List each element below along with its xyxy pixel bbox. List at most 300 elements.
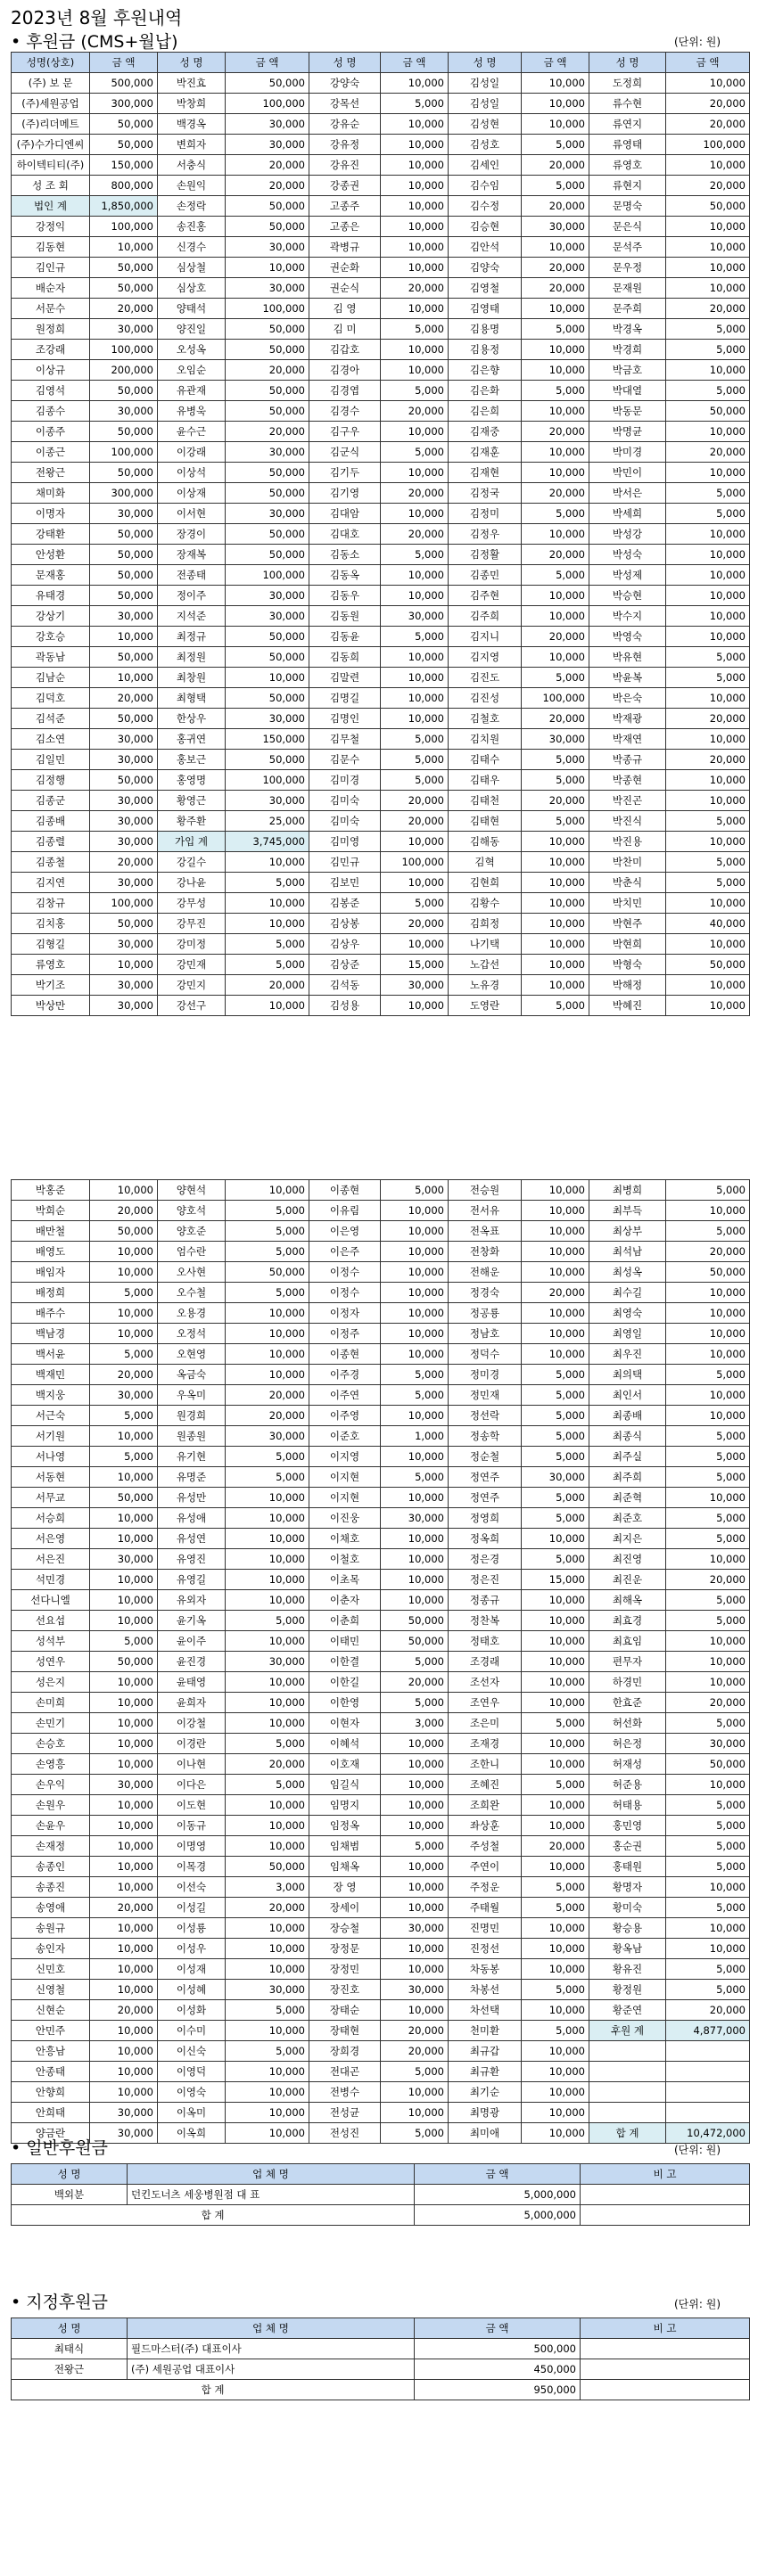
- amount: 20,000: [666, 1693, 750, 1713]
- donor-name: 김미숙: [309, 811, 381, 832]
- donor-name: 김치홍: [12, 914, 90, 934]
- amount: 10,000: [226, 1365, 309, 1385]
- amount: 10,000: [522, 94, 589, 114]
- donor-name: 김주현: [449, 586, 522, 606]
- donor-name: 서충식: [158, 155, 226, 176]
- amount: 100,000: [90, 340, 158, 360]
- donor-name: 김정활: [449, 545, 522, 565]
- donor-name: 석민경: [12, 1570, 90, 1590]
- donor-name: 이신숙: [158, 2041, 226, 2062]
- amount: 30,000: [90, 934, 158, 955]
- donor-name: 김인규: [12, 258, 90, 278]
- donor-name: 서기원: [12, 1426, 90, 1447]
- donor-name: 백남경: [12, 1324, 90, 1344]
- amount: 20,000: [666, 94, 750, 114]
- donor-name: 이호재: [309, 1754, 381, 1775]
- amount: 30,000: [90, 832, 158, 852]
- amount: 10,000: [90, 1713, 158, 1734]
- donor-name: 박해정: [589, 975, 666, 996]
- amount: 10,000: [666, 975, 750, 996]
- donor-name: 조재경: [449, 1734, 522, 1754]
- donor-name: 박현주: [589, 914, 666, 934]
- amount: 10,000: [522, 299, 589, 319]
- table-row: [12, 1918, 750, 1939]
- donor-name: 강유진: [309, 155, 381, 176]
- amount: 20,000: [381, 401, 449, 422]
- donor-name: 최태식: [12, 2339, 128, 2359]
- amount: 5,000: [666, 852, 750, 873]
- amount: 5,000: [90, 1406, 158, 1426]
- donor-name: 장태현: [309, 2021, 381, 2041]
- amount: 10,000: [90, 1734, 158, 1754]
- donor-name: 윤태영: [158, 1672, 226, 1693]
- donor-name: 손원우: [12, 1795, 90, 1816]
- amount: 30,000: [90, 996, 158, 1016]
- donor-name: 박성숙: [589, 545, 666, 565]
- donation-table-header: [12, 53, 750, 73]
- donor-name: 변희자: [158, 135, 226, 155]
- amount: 5,000: [226, 1283, 309, 1303]
- table-row: [12, 729, 750, 750]
- amount: 3,000: [226, 1877, 309, 1898]
- donor-name: 유관재: [158, 381, 226, 401]
- amount: 10,000: [666, 1201, 750, 1221]
- table-row: [12, 2359, 750, 2380]
- amount: 10,000: [381, 873, 449, 893]
- donor-name: 오정석: [158, 1324, 226, 1344]
- amount: 5,000: [522, 811, 589, 832]
- amount: 10,000: [381, 1262, 449, 1283]
- donor-name: 전성균: [309, 2103, 381, 2123]
- amount: 10,000: [522, 852, 589, 873]
- donor-name: 김해동: [449, 832, 522, 852]
- amount: 5,000: [381, 2123, 449, 2144]
- donor-name: 장희경: [309, 2041, 381, 2062]
- amount: 10,000: [381, 1857, 449, 1877]
- amount: 10,000: [226, 258, 309, 278]
- amount: 20,000: [522, 196, 589, 217]
- donor-name: 서무교: [12, 1488, 90, 1508]
- amount: 10,000: [522, 73, 589, 94]
- amount: 5,000: [381, 94, 449, 114]
- amount: 20,000: [381, 791, 449, 811]
- donor-name: 김문수: [309, 750, 381, 770]
- donor-name: 정선락: [449, 1406, 522, 1426]
- donor-name: 안흥남: [12, 2041, 90, 2062]
- amount: 50,000: [226, 463, 309, 483]
- amount: 30,000: [522, 729, 589, 750]
- donor-name: 홍순권: [589, 1836, 666, 1857]
- table-row: [12, 1652, 750, 1672]
- amount: 10,000: [226, 1918, 309, 1939]
- donor-name: 장세이: [309, 1898, 381, 1918]
- amount: 50,000: [226, 340, 309, 360]
- amount: 30,000: [381, 975, 449, 996]
- donor-name: 오현영: [158, 1344, 226, 1365]
- donor-name: 홍태원: [589, 1857, 666, 1877]
- donor-name: 박상만: [12, 996, 90, 1016]
- donor-name: 송인자: [12, 1939, 90, 1959]
- donor-name: (주)리더메트: [12, 114, 90, 135]
- company-name: 던킨도너츠 세웅병원점 대 표: [128, 2185, 415, 2205]
- header-cell: 금 액: [415, 2318, 581, 2339]
- amount: 10,000: [381, 1447, 449, 1467]
- amount: 10,000: [381, 586, 449, 606]
- amount: 10,000: [666, 1775, 750, 1795]
- table-row: [12, 1488, 750, 1508]
- amount: 10,000: [381, 422, 449, 442]
- amount: 5,000: [522, 1877, 589, 1898]
- donor-name: 박형숙: [589, 955, 666, 975]
- donor-name: 정덕수: [449, 1344, 522, 1365]
- amount: 10,000: [522, 1939, 589, 1959]
- donor-name: 조희완: [449, 1795, 522, 1816]
- amount: 10,000: [666, 627, 750, 647]
- donor-name: 김무철: [309, 729, 381, 750]
- amount: 500,000: [415, 2339, 581, 2359]
- donor-name: 김성용: [309, 996, 381, 1016]
- donor-name: 정이주: [158, 586, 226, 606]
- donor-name: 전종태: [158, 565, 226, 586]
- table-row: [12, 1324, 750, 1344]
- amount: 30,000: [226, 237, 309, 258]
- donor-name: 손영흥: [12, 1754, 90, 1775]
- table-row: [12, 176, 750, 196]
- donor-name: 이옥미: [158, 2103, 226, 2123]
- donor-name: 강나윤: [158, 873, 226, 893]
- amount: 50,000: [90, 586, 158, 606]
- donor-name: 류현지: [589, 176, 666, 196]
- table-row: [12, 1242, 750, 1262]
- amount: 50,000: [90, 135, 158, 155]
- donor-name: 선다니엘: [12, 1590, 90, 1611]
- donor-name: 서승희: [12, 1508, 90, 1529]
- table-row: [12, 688, 750, 709]
- amount: 50,000: [226, 73, 309, 94]
- amount: 10,000: [522, 1242, 589, 1262]
- donor-name: 유태경: [12, 586, 90, 606]
- amount: 10,000: [226, 1344, 309, 1365]
- donor-name: 권순화: [309, 258, 381, 278]
- amount: 10,000: [90, 1529, 158, 1549]
- amount: 5,000: [226, 1242, 309, 1262]
- donor-name: 김동희: [309, 647, 381, 668]
- donor-name: 허은정: [589, 1734, 666, 1754]
- donor-name: 김영철: [449, 278, 522, 299]
- amount: 10,000: [666, 524, 750, 545]
- amount: 50,000: [90, 258, 158, 278]
- donor-name: 최준호: [589, 1508, 666, 1529]
- amount: 10,000: [381, 463, 449, 483]
- donor-name: 정경숙: [449, 1283, 522, 1303]
- amount: 10,000: [522, 1611, 589, 1631]
- donor-name: 백서윤: [12, 1344, 90, 1365]
- amount: 20,000: [381, 2041, 449, 2062]
- amount: 10,000: [90, 1939, 158, 1959]
- general-table: [11, 2163, 750, 2226]
- donor-name: 박혜진: [589, 996, 666, 1016]
- amount: 5,000: [381, 770, 449, 791]
- donor-name: 이성화: [158, 2000, 226, 2021]
- donor-name: 신영철: [12, 1980, 90, 2000]
- donor-name: 강무성: [158, 893, 226, 914]
- amount: 50,000: [226, 524, 309, 545]
- amount: 20,000: [381, 1672, 449, 1693]
- donor-name: 진명민: [449, 1918, 522, 1939]
- amount: 30,000: [666, 1734, 750, 1754]
- table-row: [12, 2082, 750, 2103]
- donor-name: 최기순: [449, 2082, 522, 2103]
- amount: 20,000: [666, 442, 750, 463]
- donor-name: 유영길: [158, 1570, 226, 1590]
- bullet-icon: •: [11, 2293, 21, 2312]
- donor-name: 김석준: [12, 709, 90, 729]
- header-cell: 금 액: [381, 53, 449, 73]
- donor-name: 김정미: [449, 504, 522, 524]
- table-row: [12, 996, 750, 1016]
- donor-name: 박희순: [12, 1201, 90, 1221]
- amount: 50,000: [226, 401, 309, 422]
- amount: 30,000: [226, 442, 309, 463]
- donor-name: 김성현: [449, 114, 522, 135]
- donor-name: 장승철: [309, 1918, 381, 1939]
- donor-name: 주성철: [449, 1836, 522, 1857]
- donor-name: 손우익: [12, 1775, 90, 1795]
- amount: 100,000: [522, 688, 589, 709]
- donor-name: 김현희: [449, 873, 522, 893]
- amount: 10,000: [90, 1467, 158, 1488]
- donor-name: 김보민: [309, 873, 381, 893]
- amount: 10,000: [522, 2041, 589, 2062]
- amount: 10,000: [666, 278, 750, 299]
- amount: 5,000: [666, 1980, 750, 2000]
- donor-name: 손미희: [12, 1693, 90, 1713]
- donor-name: 정순철: [449, 1447, 522, 1467]
- amount: 10,000: [522, 586, 589, 606]
- amount: [666, 2103, 750, 2123]
- amount: 5,000: [226, 1775, 309, 1795]
- amount: 10,000: [381, 647, 449, 668]
- donor-name: 박경옥: [589, 319, 666, 340]
- amount: 5,000: [381, 729, 449, 750]
- header-cell: 금 액: [415, 2164, 581, 2185]
- donor-name: 김상준: [309, 955, 381, 975]
- donor-name: 김주희: [449, 606, 522, 627]
- donor-name: 허준용: [589, 1775, 666, 1795]
- amount: 10,000: [666, 1672, 750, 1693]
- table-row: [12, 1611, 750, 1631]
- donor-name: 이주경: [309, 1365, 381, 1385]
- unit-label-general: (단위: 원): [674, 2144, 721, 2156]
- amount: 10,000: [666, 1283, 750, 1303]
- amount: 5,000: [666, 873, 750, 893]
- amount: 10,000: [226, 1795, 309, 1816]
- donor-name: 최미애: [449, 2123, 522, 2144]
- note: [581, 2205, 750, 2226]
- donor-name: 양금란: [12, 2123, 90, 2144]
- document-title: 2023년 8월 후원내역: [11, 7, 183, 29]
- donor-name: 김명인: [309, 709, 381, 729]
- amount: 10,000: [522, 832, 589, 852]
- donor-name: 문우정: [589, 258, 666, 278]
- header-cell: 성 명: [12, 2318, 128, 2339]
- donor-name: 김봉준: [309, 893, 381, 914]
- amount: 50,000: [90, 1652, 158, 1672]
- donor-name: 차봉선: [449, 1980, 522, 2000]
- amount: 10,472,000: [666, 2123, 750, 2144]
- amount: 10,000: [381, 1324, 449, 1344]
- donor-name: 김은희: [449, 401, 522, 422]
- amount: 15,000: [381, 955, 449, 975]
- amount: 30,000: [226, 791, 309, 811]
- amount: 30,000: [226, 606, 309, 627]
- donor-name: 최형택: [158, 688, 226, 709]
- donor-name: 양태석: [158, 299, 226, 319]
- amount: 10,000: [381, 565, 449, 586]
- donor-name: 최석남: [589, 1242, 666, 1262]
- donor-name: 최준혁: [589, 1488, 666, 1508]
- amount: 10,000: [522, 1795, 589, 1816]
- amount: 50,000: [226, 381, 309, 401]
- amount: 50,000: [666, 1754, 750, 1775]
- unit-label: (단위: 원): [674, 36, 721, 48]
- amount: 10,000: [381, 1816, 449, 1836]
- donor-name: 김경아: [309, 360, 381, 381]
- donor-name: 서동현: [12, 1467, 90, 1488]
- donor-name: 원종원: [158, 1426, 226, 1447]
- amount: 10,000: [666, 545, 750, 565]
- amount: 10,000: [226, 914, 309, 934]
- donor-name: 김지연: [12, 873, 90, 893]
- amount: 10,000: [381, 73, 449, 94]
- amount: 5,000: [226, 955, 309, 975]
- amount: 50,000: [226, 750, 309, 770]
- donor-name: 전왕근: [12, 2359, 128, 2380]
- amount: 10,000: [381, 1590, 449, 1611]
- donor-name: 이정자: [309, 1303, 381, 1324]
- donor-name: 김종수: [12, 401, 90, 422]
- donor-name: 합 계: [589, 2123, 666, 2144]
- donor-name: 정연주: [449, 1488, 522, 1508]
- amount: 30,000: [226, 135, 309, 155]
- donor-name: 전해운: [449, 1262, 522, 1283]
- donor-name: 김진도: [449, 668, 522, 688]
- amount: 10,000: [90, 2041, 158, 2062]
- donor-name: 손윤우: [12, 1816, 90, 1836]
- amount: 10,000: [666, 729, 750, 750]
- donor-name: 김석동: [309, 975, 381, 996]
- amount: 10,000: [90, 1570, 158, 1590]
- amount: 5,000: [522, 770, 589, 791]
- donor-name: 임채옥: [309, 1857, 381, 1877]
- donor-name: 박현희: [589, 934, 666, 955]
- donor-name: 김동옥: [309, 565, 381, 586]
- amount: 10,000: [381, 176, 449, 196]
- amount: 10,000: [522, 237, 589, 258]
- donor-name: 이성혜: [158, 1980, 226, 2000]
- donor-name: 김황수: [449, 893, 522, 914]
- donor-name: 손정락: [158, 196, 226, 217]
- amount: 5,000: [666, 1180, 750, 1201]
- donor-name: 유성연: [158, 1529, 226, 1549]
- donor-name: 이성길: [158, 1898, 226, 1918]
- donor-name: 조연우: [449, 1693, 522, 1713]
- donor-name: 배정희: [12, 1283, 90, 1303]
- table-row: [12, 1467, 750, 1488]
- donor-name: 문명숙: [589, 196, 666, 217]
- amount: 100,000: [226, 94, 309, 114]
- donor-name: 서은진: [12, 1549, 90, 1570]
- total-label: 합 계: [12, 2380, 415, 2400]
- header-cell: 성 명: [12, 2164, 128, 2185]
- amount: 10,000: [522, 647, 589, 668]
- amount: 10,000: [226, 2103, 309, 2123]
- amount: 10,000: [226, 1713, 309, 1734]
- donor-name: 하경민: [589, 1672, 666, 1693]
- donor-name: 우옥미: [158, 1385, 226, 1406]
- donor-name: 김 미: [309, 319, 381, 340]
- donor-name: 박진곤: [589, 791, 666, 811]
- amount: 10,000: [90, 1836, 158, 1857]
- header-cell: 금 액: [226, 53, 309, 73]
- table-row: [12, 278, 750, 299]
- amount: 50,000: [226, 217, 309, 237]
- donor-name: 양호석: [158, 1201, 226, 1221]
- amount: 10,000: [381, 504, 449, 524]
- table-row: [12, 1857, 750, 1877]
- donor-name: 황주환: [158, 811, 226, 832]
- amount: 20,000: [90, 1898, 158, 1918]
- table-row: [12, 155, 750, 176]
- donor-name: 허태용: [589, 1795, 666, 1816]
- donor-name: 박명균: [589, 422, 666, 442]
- amount: 5,000,000: [415, 2185, 581, 2205]
- donor-name: 이다은: [158, 1775, 226, 1795]
- amount: 5,000: [666, 1898, 750, 1918]
- donor-name: 심상호: [158, 278, 226, 299]
- donor-name: 황유진: [589, 1959, 666, 1980]
- amount: 5,000: [666, 1816, 750, 1836]
- amount: 10,000: [90, 1262, 158, 1283]
- donor-name: 최주실: [589, 1447, 666, 1467]
- amount: 10,000: [381, 1303, 449, 1324]
- amount: 10,000: [226, 852, 309, 873]
- amount: 10,000: [666, 770, 750, 791]
- donor-name: 이종현: [309, 1180, 381, 1201]
- donor-name: 오임순: [158, 360, 226, 381]
- donor-name: 이종근: [12, 442, 90, 463]
- donor-name: 한효준: [589, 1693, 666, 1713]
- donor-name: 강유정: [309, 135, 381, 155]
- amount: 10,000: [381, 1959, 449, 1980]
- amount: 30,000: [522, 1467, 589, 1488]
- donor-name: 박은숙: [589, 688, 666, 709]
- amount: 5,000: [226, 1467, 309, 1488]
- donor-name: 김일민: [12, 750, 90, 770]
- amount: 10,000: [226, 1959, 309, 1980]
- donor-name: 김동원: [309, 606, 381, 627]
- amount: 5,000: [522, 1898, 589, 1918]
- amount: 10,000: [522, 442, 589, 463]
- donor-name: 이상석: [158, 463, 226, 483]
- amount: 10,000: [666, 1918, 750, 1939]
- amount: 40,000: [666, 914, 750, 934]
- table-row: [12, 463, 750, 483]
- amount: 5,000: [666, 483, 750, 504]
- donor-name: 박미경: [589, 442, 666, 463]
- amount: 10,000: [381, 1898, 449, 1918]
- amount: 10,000: [90, 1857, 158, 1877]
